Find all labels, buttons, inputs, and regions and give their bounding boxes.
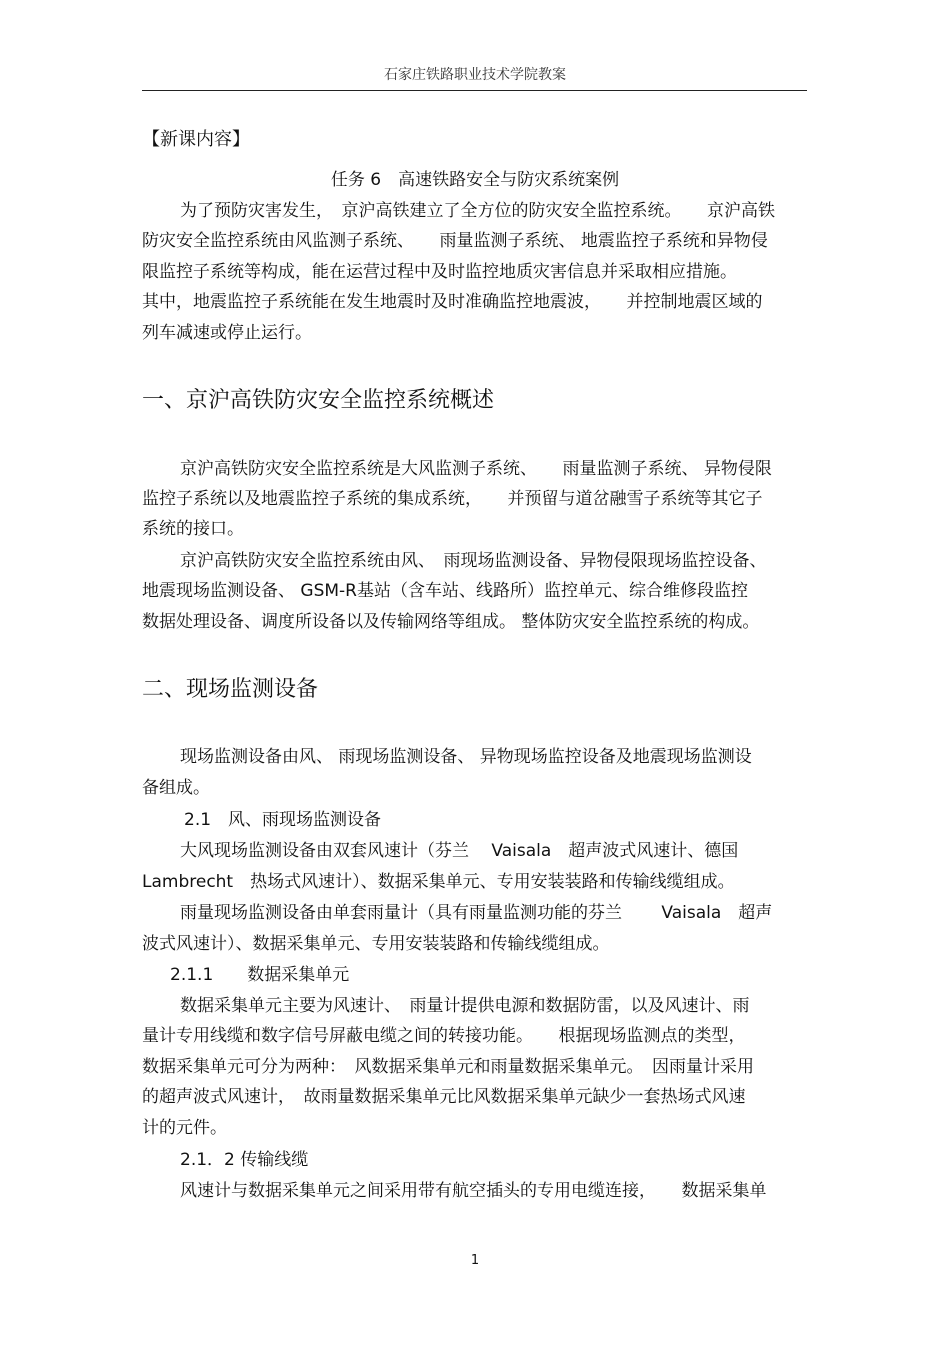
intro-line: 防灾安全监控系统由风监测子系统、 雨量监测子系统、 地震监控子系统和异物侵 <box>142 231 768 251</box>
intro-line: 限监控子系统等构成，能在运营过程中及时监控地质灾害信息并采取相应措施。 <box>142 262 737 282</box>
paragraph-line: 地震现场监测设备、 GSM-R基站（含车站、线路所）监控单元、综合维修段监控 <box>142 581 748 601</box>
paragraph-line: 数据处理设备、调度所设备以及传输网络等组成。 整体防灾安全监控系统的构成。 <box>142 612 760 632</box>
paragraph-line: 计的元件。 <box>142 1118 227 1138</box>
section-heading: 二、现场监测设备 <box>142 677 319 702</box>
subsection-heading: 2.1.1 数据采集单元 <box>170 965 350 985</box>
paragraph-line: 数据采集单元可分为两种： 风数据采集单元和雨量数据采集单元。 因雨量计采用 <box>142 1057 754 1077</box>
page-number: 1 <box>470 1253 480 1268</box>
paragraph-line: 大风现场监测设备由双套风速计（芬兰 Vaisala 超声波式风速计、德国 <box>180 841 739 861</box>
paragraph-line: Lambrecht 热场式风速计）、数据采集单元、专用安装装路和传输线缆组成。 <box>142 872 735 892</box>
paragraph-line: 京沪高铁防灾安全监控系统由风、 雨现场监测设备、异物侵限现场监控设备、 <box>180 551 767 571</box>
paragraph-line: 系统的接口。 <box>142 519 244 539</box>
paragraph-line: 数据采集单元主要为风速计、 雨量计提供电源和数据防雷，以及风速计、雨 <box>180 996 750 1016</box>
paragraph-line: 监控子系统以及地震监控子系统的集成系统， 并预留与道岔融雪子系统等其它子 <box>142 489 763 509</box>
header-rule <box>142 90 807 91</box>
paragraph-line: 京沪高铁防灾安全监控系统是大风监测子系统、 雨量监测子系统、 异物侵限 <box>180 459 772 479</box>
intro-line: 其中，地震监控子系统能在发生地震时及时准确监控地震波， 并控制地震区域的 <box>142 292 763 312</box>
subsection-heading: 2.1．2 传输线缆 <box>180 1150 309 1170</box>
intro-line: 为了预防灾害发生， 京沪高铁建立了全方位的防灾安全监控系统。 京沪高铁 <box>180 201 775 221</box>
paragraph-line: 备组成。 <box>142 778 210 798</box>
section-heading: 一、京沪高铁防灾安全监控系统概述 <box>142 388 495 413</box>
paragraph-line: 现场监测设备由风、 雨现场监测设备、 异物现场监控设备及地震现场监测设 <box>180 747 752 767</box>
task-title: 任务 6 高速铁路安全与防灾系统案例 <box>330 170 620 190</box>
paragraph-line: 的超声波式风速计， 故雨量数据采集单元比风数据采集单元缺少一套热场式风速 <box>142 1087 746 1107</box>
paragraph-line: 雨量现场监测设备由单套雨量计（具有雨量监测功能的芬兰 Vaisala 超声 <box>180 903 773 923</box>
page-header: 石家庄铁路职业技术学院教案 <box>384 67 566 83</box>
subsection-heading: 2.1 风、雨现场监测设备 <box>184 810 382 830</box>
paragraph-line: 量计专用线缆和数字信号屏蔽电缆之间的转接功能。 根据现场监测点的类型， <box>142 1026 746 1046</box>
paragraph-line: 风速计与数据采集单元之间采用带有航空插头的专用电缆连接， 数据采集单 <box>180 1181 767 1201</box>
paragraph-line: 波式风速计）、数据采集单元、专用安装装路和传输线缆组成。 <box>142 934 610 954</box>
intro-line: 列车减速或停止运行。 <box>142 323 312 343</box>
new-lesson-label: 【新课内容】 <box>142 129 250 150</box>
